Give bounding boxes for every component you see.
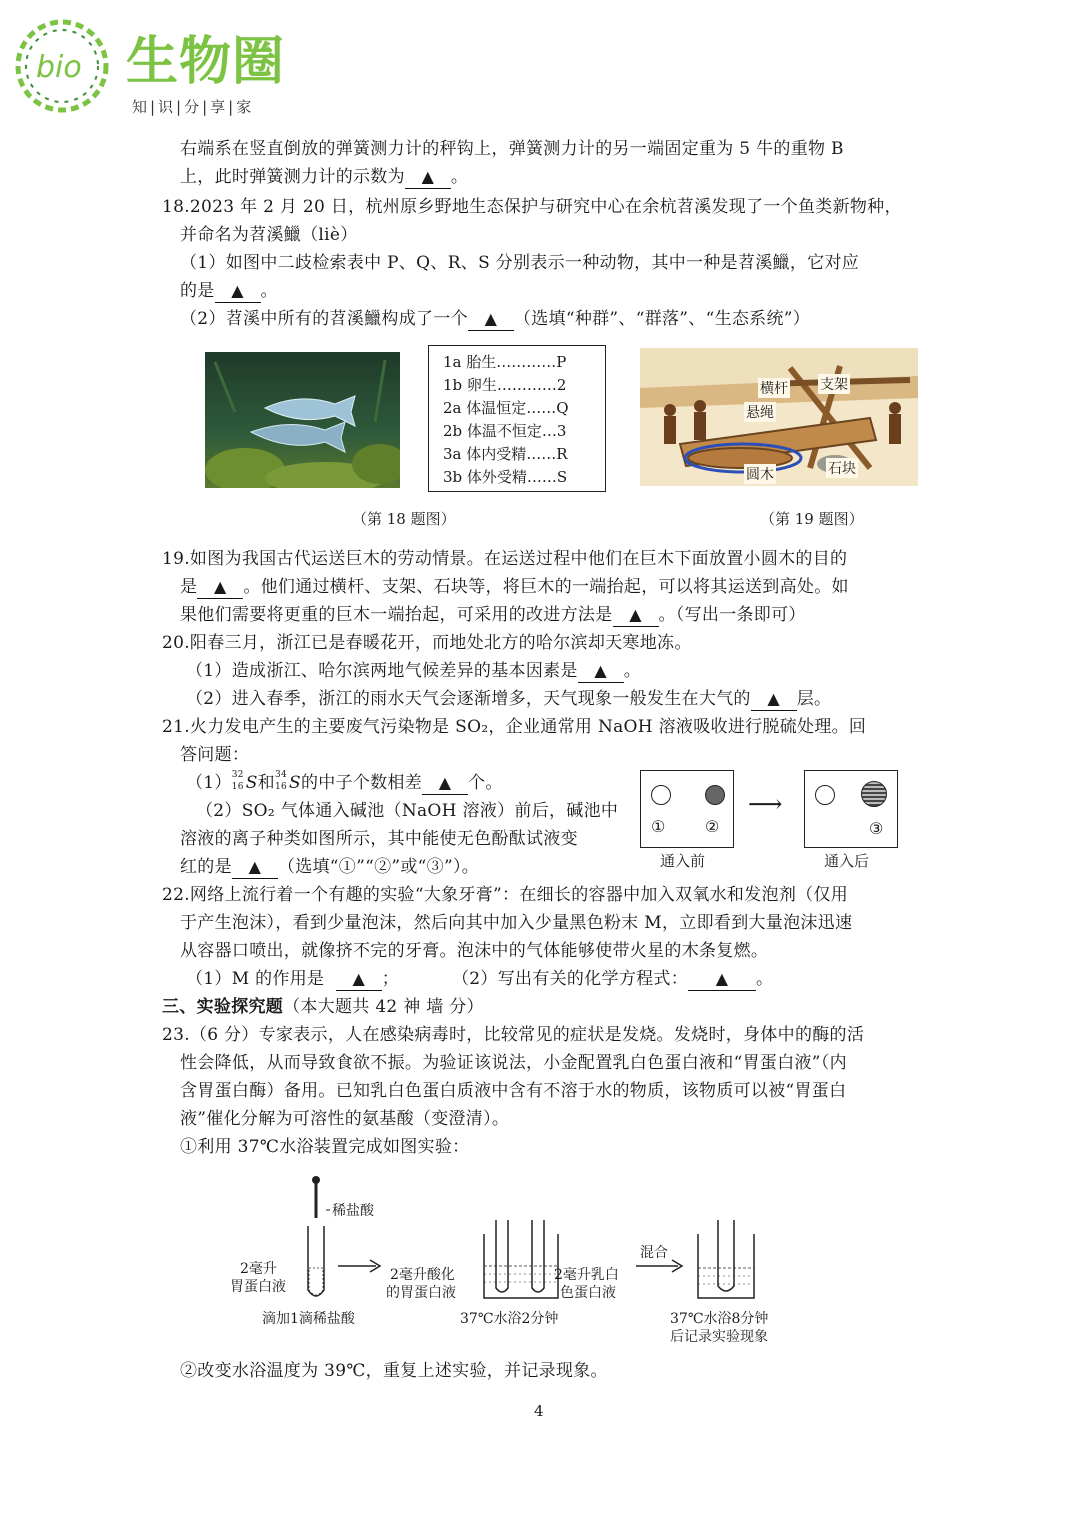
q21-part2-c: 红的是 ▲ （选填“①”“②”或“③”）。 <box>180 857 480 877</box>
label-frame: 支架 <box>818 374 850 394</box>
key-row: 3a 体内受精……R <box>443 445 568 463</box>
label-stone: 石块 <box>826 458 858 478</box>
q20-line-1: 20.阳春三月，浙江已是春暖花开，而地处北方的哈尔滨却天寒地冻。 <box>162 633 692 653</box>
q23-line-2: 性会降低，从而导致食欲不振。为验证该说法，小金配置乳白色蛋白液和“胃蛋白液”（内 <box>180 1053 847 1073</box>
label-bath-8min: 37℃水浴8分钟 <box>670 1311 769 1327</box>
label-log: 圆木 <box>744 464 776 484</box>
ion-3-circle <box>861 781 887 807</box>
answer-blank: ▲ <box>421 167 435 186</box>
q22-line-2: 于产生泡沫），看到少量泡沫，然后向其中加入少量黑色粉末 M，立即看到大量泡沫迅速 <box>180 913 853 933</box>
q22-part1: （1）M 的作用是 ▲ ； <box>186 969 400 989</box>
answer-blank: ▲ <box>248 857 262 876</box>
q21-part2-b: 溶液的离子种类如图所示，其中能使无色酚酞试液变 <box>180 829 578 849</box>
q17-line-2: 上，此时弹簧测力计的示数为 ▲ 。 <box>180 167 469 187</box>
q20-part2: （2）进入春季，浙江的雨水天气会逐渐增多，天气现象一般发生在大气的 ▲ 层。 <box>186 689 832 709</box>
page-number: 4 <box>534 1402 544 1420</box>
label-acidified-pepsin: 的胃蛋白液 <box>386 1285 456 1301</box>
q18-part1-a: （1）如图中二歧检索表中 P、Q、R、S 分别表示一种动物，其中一种是苕溪鱲，它对应 <box>180 253 860 273</box>
caption-fig18: （第 18 题图） <box>352 510 456 528</box>
q23-line-3: 含胃蛋白酶）备用。已知乳白色蛋白质液中含有不溶于水的物质，该物质可以被“胃蛋白 <box>180 1081 847 1101</box>
answer-blank: ▲ <box>484 309 498 328</box>
q20-part1: （1）造成浙江、哈尔滨两地气候差异的基本因素是 ▲ 。 <box>186 661 642 681</box>
dichotomous-key <box>428 345 606 492</box>
logo-badge: bio <box>36 50 82 85</box>
label-crossbar: 横杆 <box>758 378 790 398</box>
q19-line-3: 果他们需要将更重的巨木一端抬起，可采用的改进方法是 ▲ 。（写出一条即可） <box>180 605 806 625</box>
enzyme-experiment-diagram <box>226 1170 786 1346</box>
reaction-arrow: ⟶ <box>748 790 783 818</box>
fish-photo <box>205 352 400 488</box>
q18-part1-b: 的是 ▲ 。 <box>180 281 278 301</box>
q22-line-3: 从容器口喷出，就像挤不完的牙膏。泡沫中的气体能够使带火星的木条复燃。 <box>180 941 769 961</box>
q19-line-1: 19.如图为我国古代运送巨木的劳动情景。在运送过程中他们在巨木下面放置小圆木的目的 <box>162 549 848 569</box>
ion-1-circle <box>651 785 671 805</box>
key-row: 3b 体外受精……S <box>443 468 568 486</box>
key-row: 1b 卵生…………2 <box>443 376 567 394</box>
label-after: 通入后 <box>824 852 870 870</box>
answer-blank: ▲ <box>767 689 781 708</box>
key-row: 2b 体温不恒定…3 <box>443 422 567 440</box>
answer-blank: ▲ <box>214 577 227 596</box>
q18-line-1: 18.2023 年 2 月 20 日，杭州原乡野地生态保护与研究中心在余杭苕溪发现了一个鱼类新物种， <box>162 197 902 217</box>
q21-part1: （1） 32 16 S和 34 16 S的中子个数相差 ▲ 个。 <box>186 770 503 793</box>
q23-line-4: 液”催化分解为可溶性的氨基酸（变澄清）。 <box>180 1109 510 1129</box>
ion-mark-1: ① <box>651 817 666 836</box>
log-scene <box>640 348 918 486</box>
label-milk-protein: 色蛋白液 <box>560 1285 616 1301</box>
q17-line-1: 右端系在竖直倒放的弹簧测力计的秤钩上，弹簧测力计的另一端固定重为 5 牛的重物 B <box>180 139 844 159</box>
label-acidified-amount: 2毫升酸化 <box>390 1267 455 1283</box>
q23-line-1: 23.（6 分）专家表示，人在感染病毒时，比较常见的症状是发烧。发烧时，身体中的酶的活 <box>162 1025 865 1045</box>
q18-line-2: 并命名为苕溪鱲（liè） <box>180 225 358 245</box>
q18-part2: （2）苕溪中所有的苕溪鱲构成了一个 ▲ （选填“种群”、“群落”、“生态系统”） <box>180 309 811 329</box>
answer-blank: ▲ <box>715 969 729 988</box>
q22-line-1: 22.网络上流行着一个有趣的实验“大象牙膏”：在细长的容器中加入双氧水和发泡剂（仅用 <box>162 885 849 905</box>
key-row: 1a 胎生…………P <box>443 353 567 371</box>
key-row: 2a 体温恒定……Q <box>443 399 569 417</box>
ion-mark-3: ③ <box>869 819 884 838</box>
answer-blank: ▲ <box>352 969 366 988</box>
q21-line-1: 21.火力发电产生的主要废气污染物是 SO₂，企业通常用 NaOH 溶液吸收进行脱硫处理。回 <box>162 717 867 737</box>
answer-blank: ▲ <box>231 281 244 300</box>
q21-line-2: 答问题： <box>180 745 250 765</box>
log-transport-illustration <box>640 348 918 486</box>
label-record: 后记录实验现象 <box>670 1329 768 1345</box>
q21-part2-a: （2）SO₂ 气体通入碱池（NaOH 溶液）前后，碱池中 <box>196 801 619 821</box>
label-pepsin-amount: 2毫升 <box>240 1261 277 1277</box>
ion-mark-2: ② <box>705 817 720 836</box>
q19-line-2: 是 ▲ 。他们通过横杆、支架、石块等，将巨木的一端抬起，可以将其运送到高处。如 <box>180 577 849 597</box>
label-add-hcl: 滴加1滴稀盐酸 <box>262 1311 355 1327</box>
ion-1-circle <box>815 785 835 805</box>
answer-blank: ▲ <box>438 773 452 792</box>
logo-title: 生物圈 <box>126 32 286 92</box>
ion-after-box <box>804 770 898 848</box>
label-bath-2min: 37℃水浴2分钟 <box>460 1311 559 1327</box>
q23-step-2: ②改变水浴温度为 39℃，重复上述实验，并记录现象。 <box>180 1361 608 1381</box>
label-rope: 悬绳 <box>744 402 776 422</box>
logo-subtitle: 知|识|分|享|家 <box>132 98 255 116</box>
section-3-heading: 三、实验探究题（本大题共 42 神 墙 分） <box>162 997 484 1017</box>
label-mix: 混合 <box>640 1245 668 1261</box>
label-milk-amount: 2毫升乳白 <box>554 1267 619 1283</box>
answer-blank: ▲ <box>629 605 642 624</box>
caption-fig19: （第 19 题图） <box>760 510 864 528</box>
label-pepsin: 胃蛋白液 <box>230 1279 286 1295</box>
answer-blank: ▲ <box>594 661 608 680</box>
site-logo <box>10 14 310 118</box>
q22-part2: （2）写出有关的化学方程式： ▲ 。 <box>452 969 774 989</box>
label-before: 通入前 <box>660 852 706 870</box>
label-dilute-hcl: 稀盐酸 <box>332 1203 374 1219</box>
q23-step-1: ①利用 37℃水浴装置完成如图实验： <box>180 1137 470 1157</box>
ion-before-box <box>640 770 734 848</box>
ion-2-circle <box>705 785 725 805</box>
